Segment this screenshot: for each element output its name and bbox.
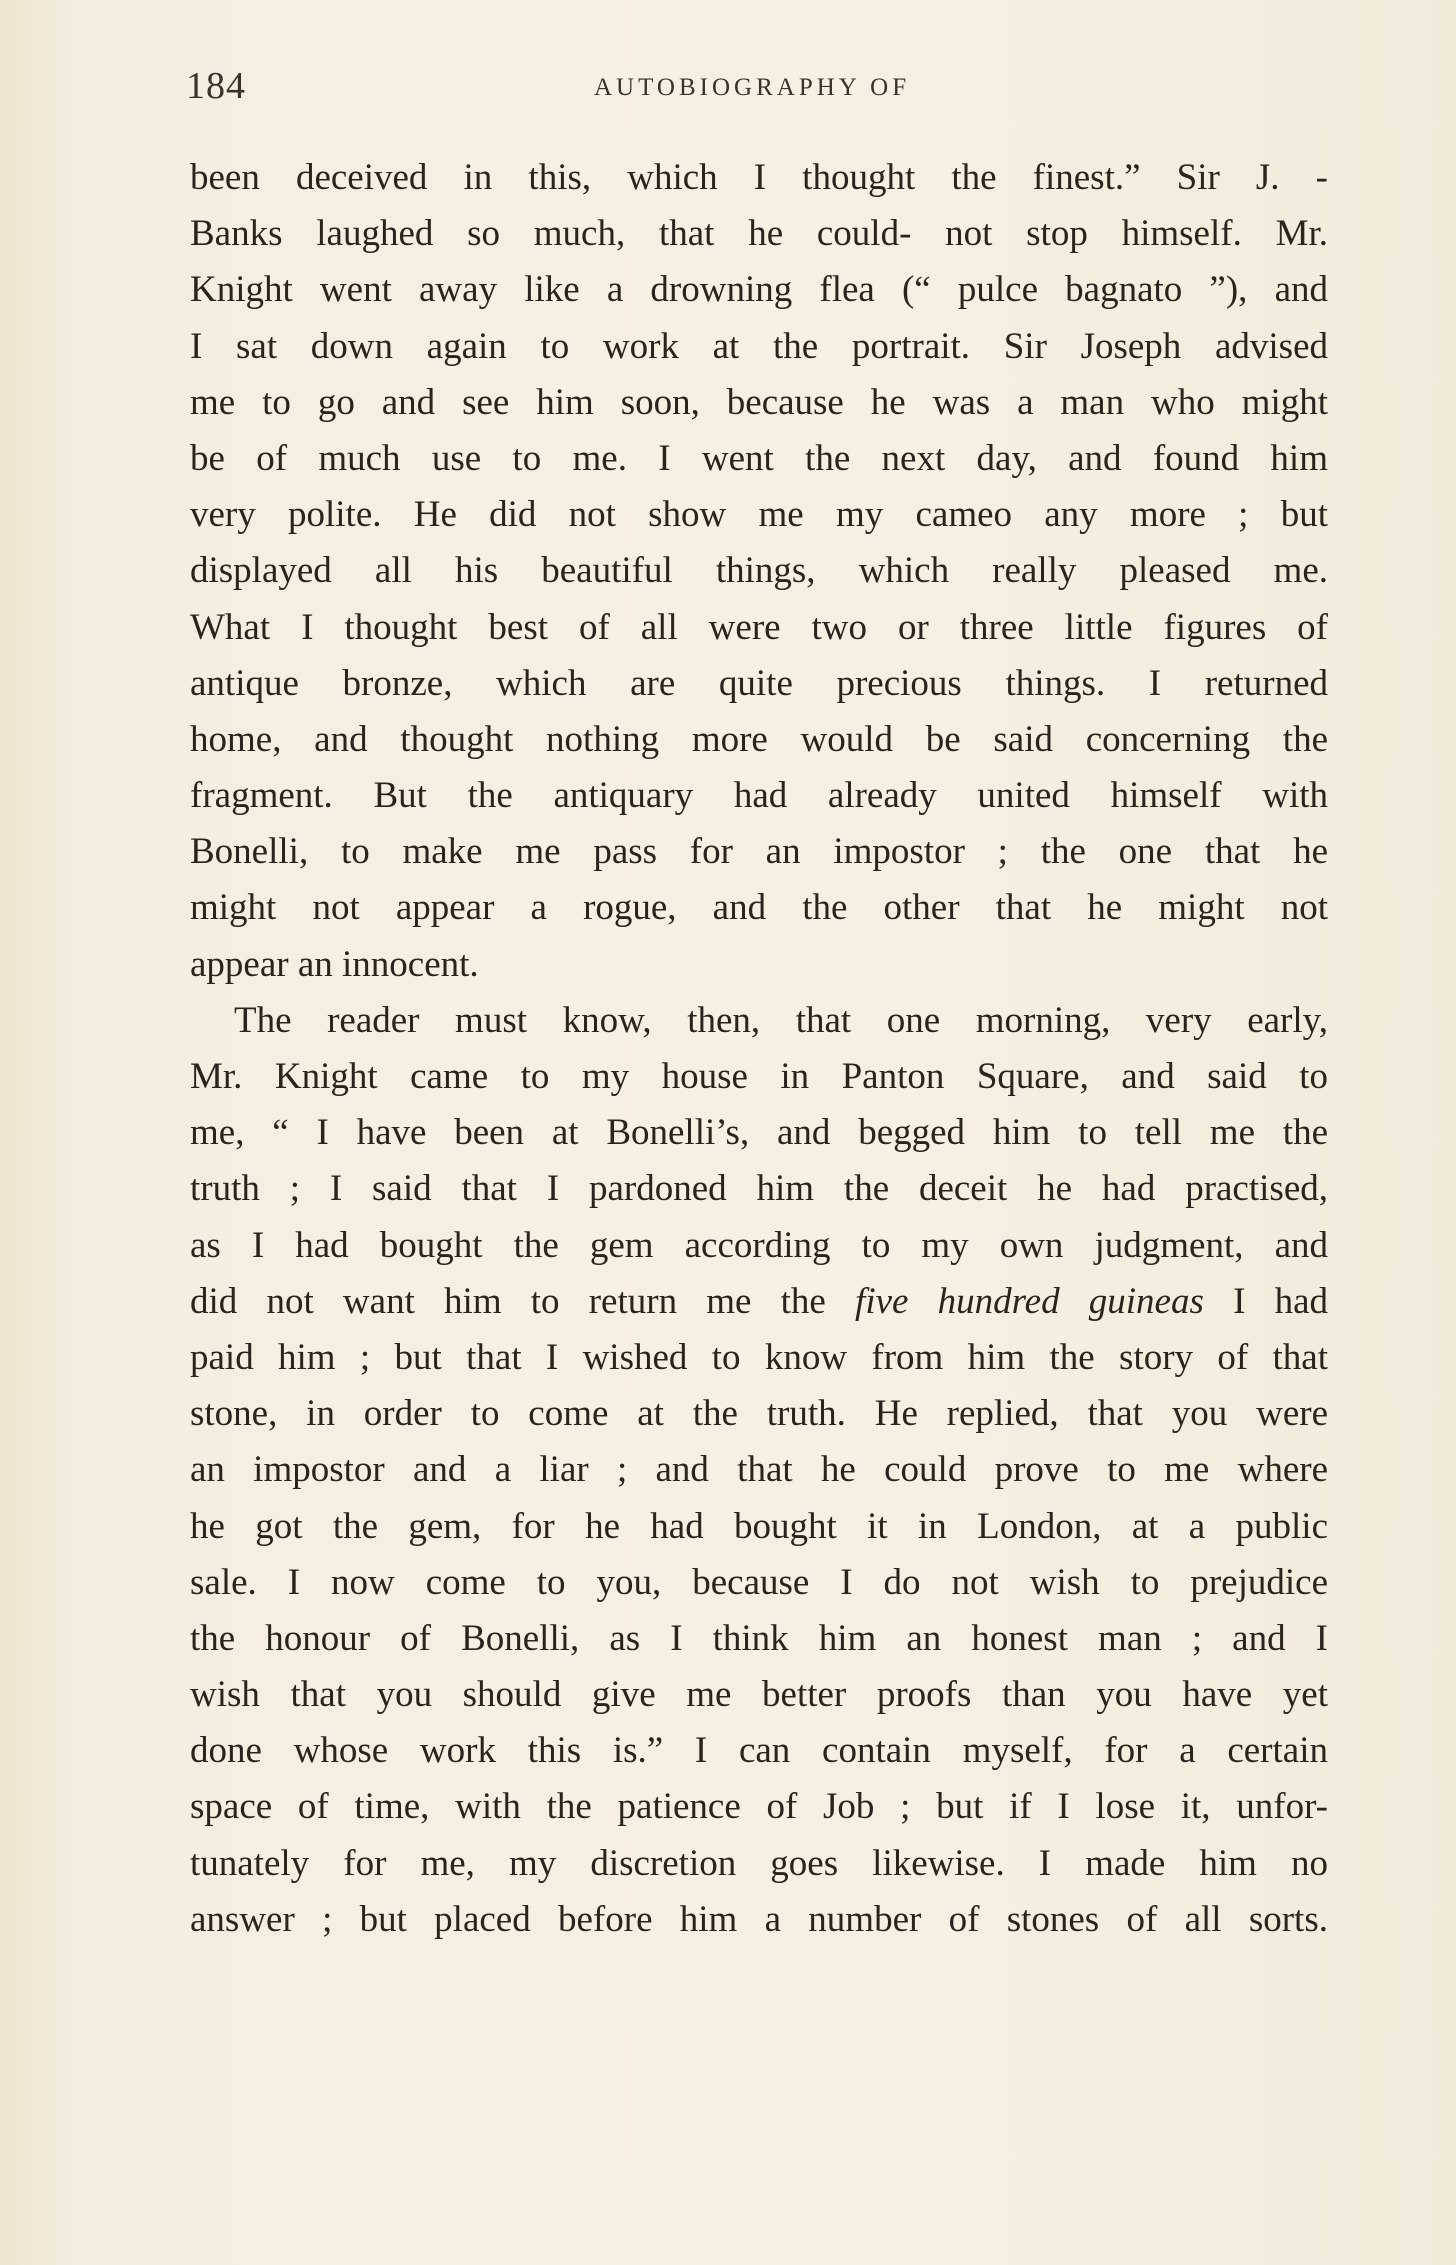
- text-line: done whose work this is.” I can contain myself, for a certain: [190, 1730, 1328, 1772]
- text-segment: I had: [1233, 1280, 1328, 1322]
- text-line: stone, in order to come at the truth. He replied, that you were: [190, 1393, 1328, 1435]
- text-line: antique bronze, which are quite precious things. I returned: [190, 662, 1328, 704]
- text-line: he got the gem, for he had bought it in London, at a public: [190, 1505, 1328, 1547]
- text-line: answer ; but placed before him a number of stones of all sorts.: [190, 1898, 1328, 1940]
- running-head: [186, 64, 1326, 112]
- body-text: [190, 150, 1328, 1948]
- text-line: me to go and see him soon, because he was a man who might: [190, 381, 1328, 423]
- text-line: the honour of Bonelli, as I think him an honest man ; and I: [190, 1617, 1328, 1659]
- text-line: displayed all his beautiful things, which really pleased me.: [190, 550, 1328, 592]
- text-line-with-italic: [190, 1274, 1328, 1330]
- text-segment: did not want him to return me the: [190, 1280, 826, 1322]
- text-line: appear an innocent.: [190, 943, 479, 985]
- text-line: home, and thought nothing more would be said concerning the: [190, 718, 1328, 760]
- text-line: fragment. But the antiquary had already united himself with: [190, 775, 1328, 817]
- page-number: 184: [186, 65, 246, 107]
- text-line: Bonelli, to make me pass for an impostor ; the one that he: [190, 831, 1328, 873]
- text-line: me, “ I have been at Bonelli’s, and begged him to tell me the: [190, 1112, 1328, 1154]
- text-line: What I thought best of all were two or three little figures of: [190, 606, 1328, 648]
- text-line: been deceived in this, which I thought the finest.” Sir J. -: [190, 157, 1328, 198]
- text-line: truth ; I said that I pardoned him the deceit he had practised,: [190, 1168, 1328, 1210]
- text-line: might not appear a rogue, and the other that he might not: [190, 887, 1328, 929]
- paragraph-first-line: The reader must know, then, that one morning, very early,: [234, 999, 1328, 1041]
- running-title: AUTOBIOGRAPHY OF: [594, 74, 911, 101]
- italic-phrase: five hundred guineas: [855, 1280, 1204, 1322]
- text-line: Mr. Knight came to my house in Panton Square, and said to: [190, 1056, 1328, 1097]
- text-line: Knight went away like a drowning flea (“ pulce bagnato ”), and: [190, 269, 1328, 311]
- text-line: paid him ; but that I wished to know from him the story of that: [190, 1336, 1328, 1378]
- text-line: an impostor and a liar ; and that he could prove to me where: [190, 1449, 1328, 1491]
- text-line: I sat down again to work at the portrait. Sir Joseph advised: [190, 325, 1328, 367]
- text-line: wish that you should give me better proofs than you have yet: [190, 1674, 1328, 1716]
- text-line: as I had bought the gem according to my own judgment, and: [190, 1224, 1328, 1266]
- text-line: tunately for me, my discretion goes likewise. I made him no: [190, 1842, 1328, 1884]
- text-line: space of time, with the patience of Job ; but if I lose it, unfor-: [190, 1786, 1328, 1828]
- text-line: very polite. He did not show me my cameo any more ; but: [190, 494, 1328, 536]
- text-line: be of much use to me. I went the next day, and found him: [190, 437, 1328, 479]
- text-line: Banks laughed so much, that he could- not stop himself. Mr.: [190, 213, 1328, 255]
- text-line: sale. I now come to you, because I do not wish to prejudice: [190, 1561, 1328, 1603]
